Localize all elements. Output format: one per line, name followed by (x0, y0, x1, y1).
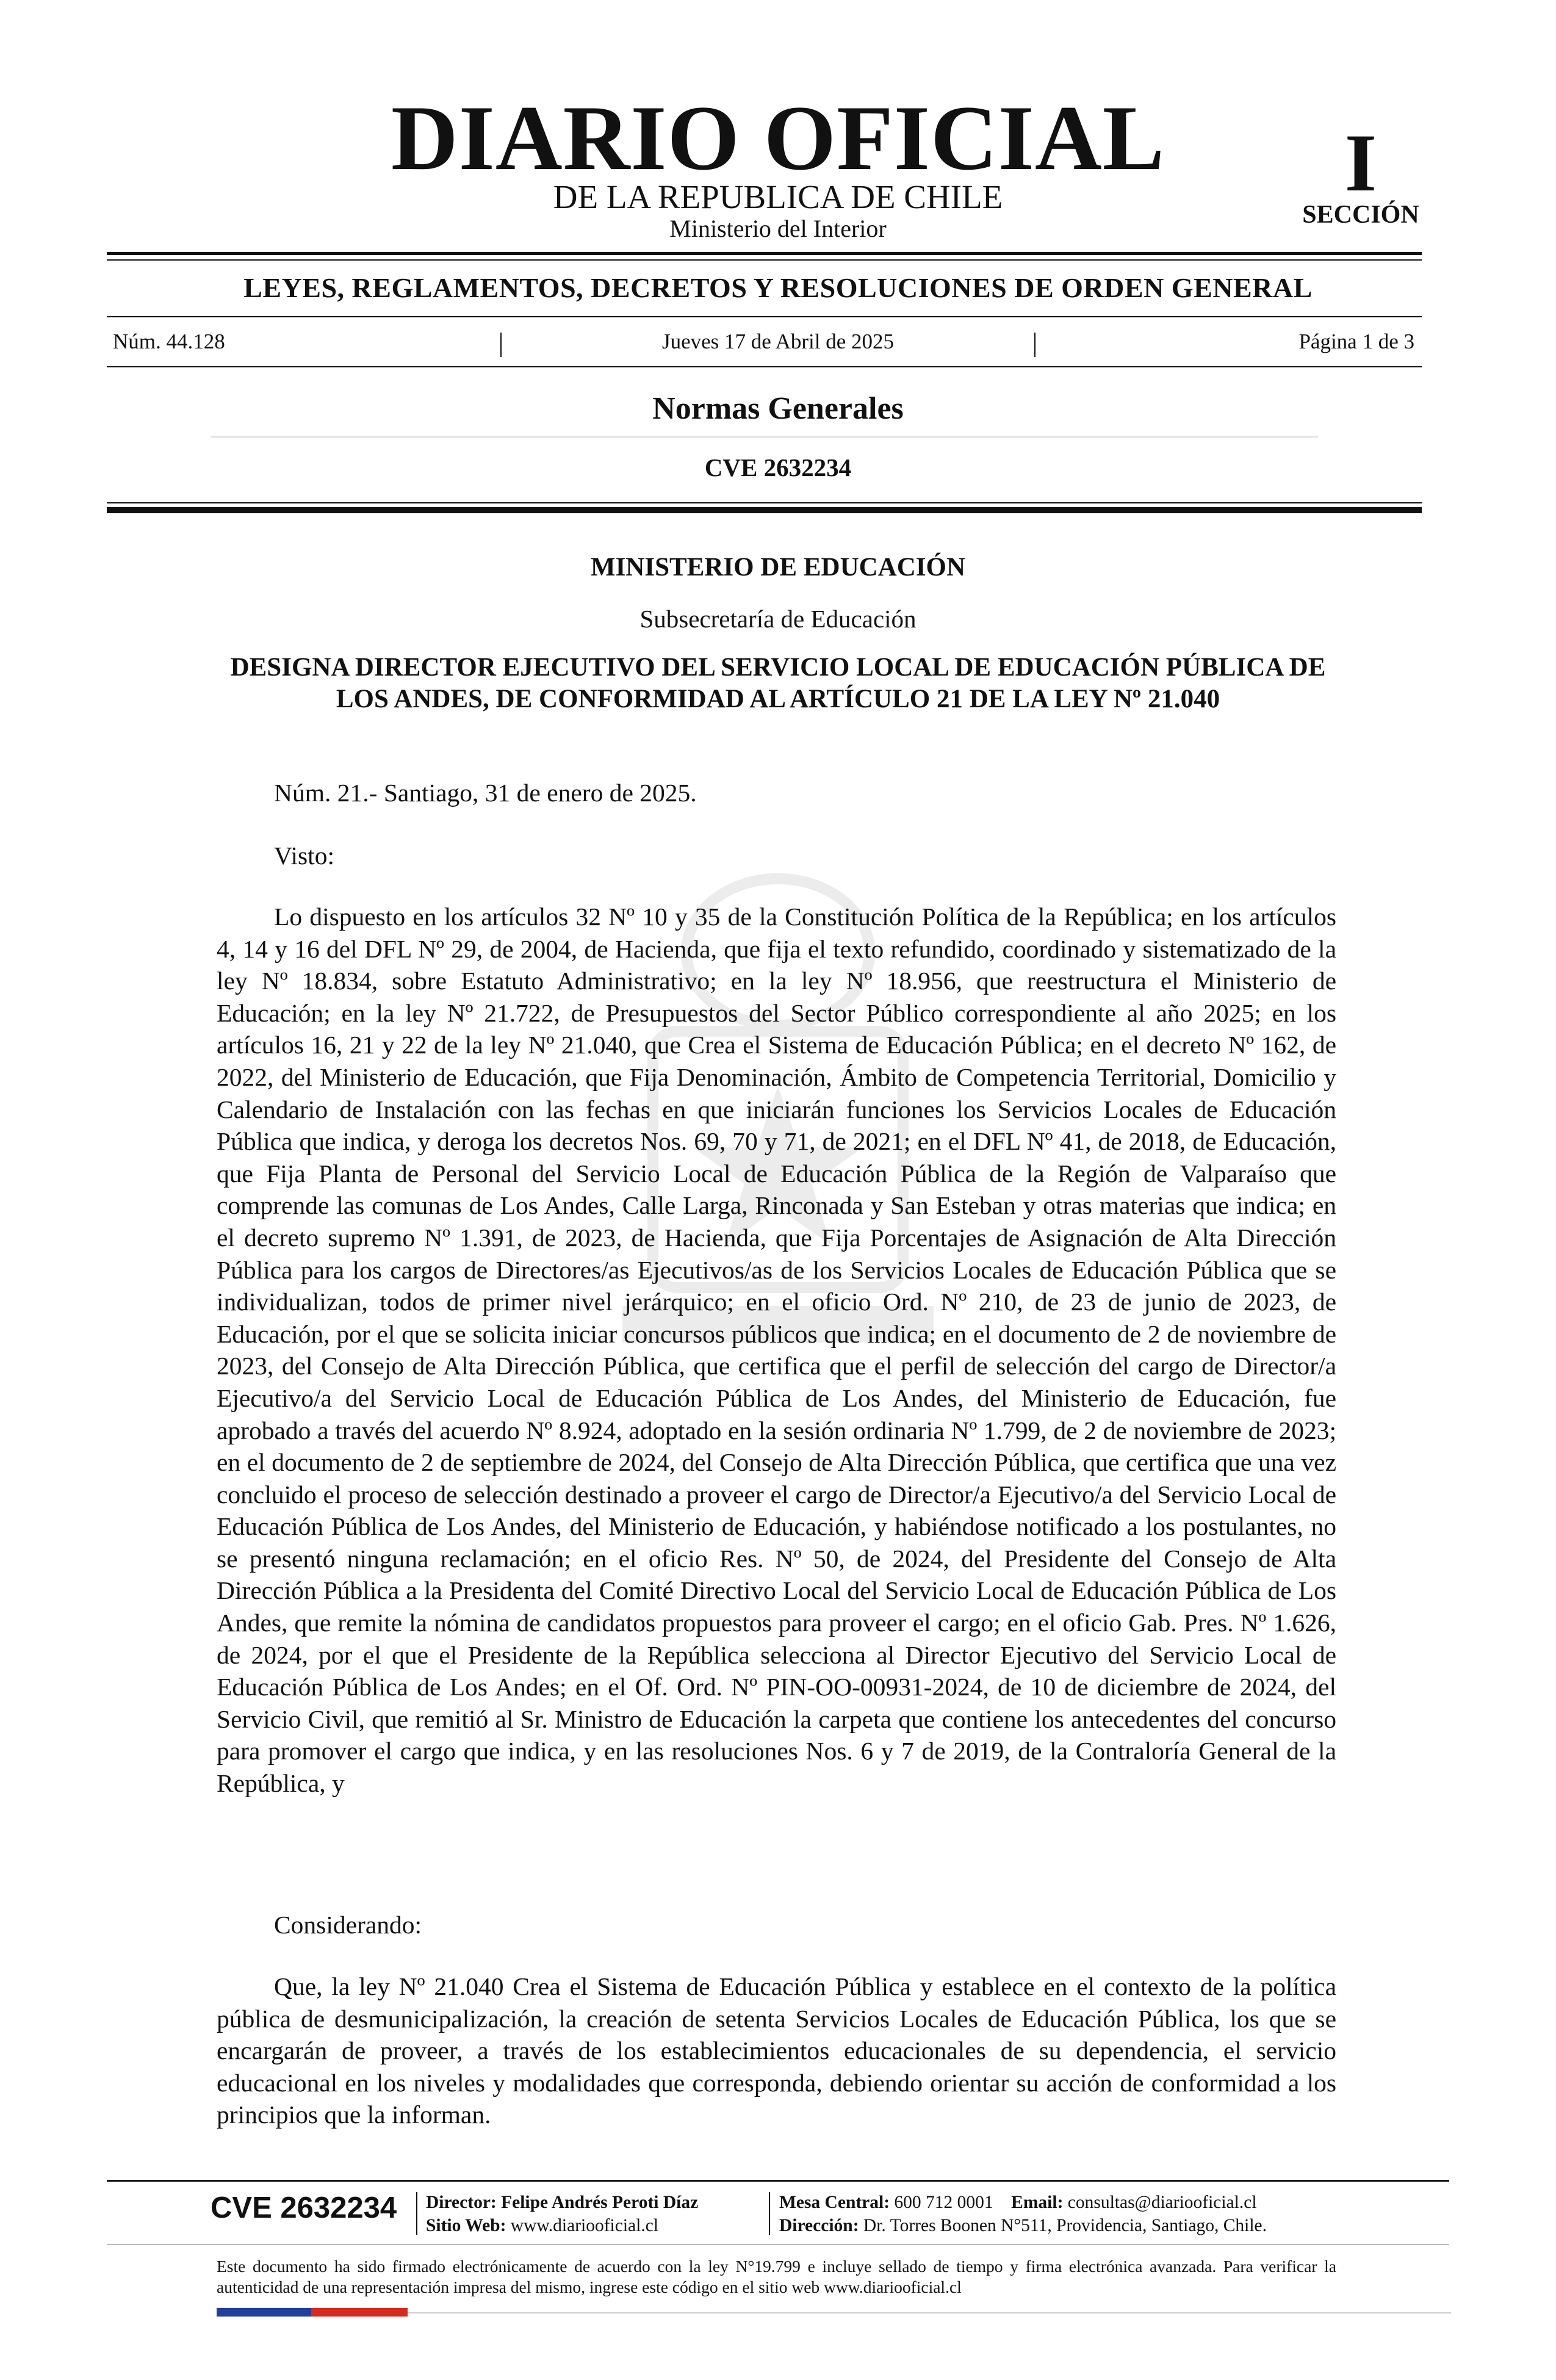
visto-label: Visto: (274, 842, 334, 870)
considerando-label: Considerando: (274, 1911, 422, 1939)
meta-divider-left (500, 333, 502, 357)
category-heading: LEYES, REGLAMENTOS, DECRETOS Y RESOLUCIONES DE ORDEN GENERAL (243, 272, 1313, 303)
decree-number: Núm. 21.- Santiago, 31 de enero de 2025. (274, 779, 697, 807)
masthead-title: DIARIO OFICIAL (391, 87, 1165, 189)
address-label: Dirección: (779, 2216, 859, 2235)
footer-divider-right (769, 2192, 770, 2235)
considerando-paragraph: Que, la ley Nº 21.040 Crea el Sistema de Educación Pública y establece en el contexto de la política pública de desmunicipalización, la creación de setenta Servicios Locales de Educación Pública, los que se encargarán de proveer, a través de los establecimientos educacionales de su dependencia, el servicio educacional en los niveles y modalidades que corresponda, debiendo orientar su acción de conformidad a los principios que la informan. (217, 1972, 1336, 2129)
email-value[interactable]: consultas@diariooficial.cl (1067, 2193, 1257, 2212)
rule-category-bottom (107, 316, 1422, 317)
legal-note: Este documento ha sido firmado electrónicamente de acuerdo con la ley N°19.799 e incluye sellado de tiempo y firma electrónica avanzada. Para verificar la autenticidad de una representación impresa del mismo, ingrese este código en el sitio web www.diariooficial.cl (217, 2257, 1336, 2296)
section-label: SECCIÓN (1302, 201, 1419, 229)
cve-code: CVE 2632234 (704, 453, 852, 481)
footer-rule (107, 2180, 1449, 2182)
flag-stripe-blue (217, 2308, 311, 2317)
director-label: Director: (426, 2193, 497, 2212)
footer-contact-block (779, 2191, 1267, 2237)
section-number: I (1344, 118, 1377, 209)
rule-top-thick (107, 252, 1422, 255)
director-value: Felipe Andrés Peroti Díaz (501, 2193, 699, 2212)
email-label: Email: (1011, 2193, 1064, 2212)
site-label: Sitio Web: (426, 2216, 506, 2235)
issue-date: Jueves 17 de Abril de 2025 (661, 330, 895, 353)
subsecretaria: Subsecretaría de Educación (639, 605, 917, 633)
rule-top-thin (107, 259, 1422, 261)
flag-stripe-grey (408, 2312, 1451, 2313)
mesa-value: 600 712 0001 (894, 2193, 993, 2212)
rule-section-heading (211, 436, 1318, 438)
rule-meta-bottom (107, 366, 1422, 367)
footer-director-block (426, 2191, 698, 2237)
decree-title: DESIGNA DIRECTOR EJECUTIVO DEL SERVICIO LOCAL DE EDUCACIÓN PÚBLICA DE LOS ANDES, DE CONFORMIDAD AL ARTÍCULO 21 DE LA LEY Nº 21.040 (230, 653, 1326, 713)
masthead-ministry: Ministerio del Interior (669, 215, 887, 242)
site-value[interactable]: www.diariooficial.cl (510, 2216, 658, 2235)
footer-divider-left (416, 2192, 417, 2235)
meta-divider-right (1034, 333, 1036, 357)
issue-number: Núm. 44.128 (113, 330, 225, 353)
address-value: Dr. Torres Boonen N°511, Providencia, Santiago, Chile. (863, 2216, 1267, 2235)
footer-cve: CVE 2632234 (211, 2191, 397, 2224)
footer-rule-2 (107, 2244, 1449, 2245)
rule-cve-thin (107, 502, 1422, 503)
mesa-label: Mesa Central: (779, 2193, 890, 2212)
rule-cve-thick (107, 507, 1422, 513)
flag-stripe-red (311, 2308, 408, 2317)
ministry-heading: MINISTERIO DE EDUCACIÓN (590, 553, 966, 582)
section-heading: Normas Generales (652, 391, 904, 426)
masthead-subtitle: DE LA REPUBLICA DE CHILE (553, 178, 1003, 215)
visto-paragraph: Lo dispuesto en los artículos 32 Nº 10 y 35 de la Constitución Política de la República; en los artículos 4, 14 y 16 del DFL Nº 29, de 2004, de Hacienda, que fija el texto refundido, coordinado y sistematizado de la ley Nº 18.834, sobre Estatuto Administrativo; en la ley Nº 18.956, que reestructura el Ministerio de Educación; en la ley Nº 21.722, de Presupuestos del Sector Público correspondiente al año 2025; en los artículos 16, 21 y 22 de la ley Nº 21.040, que Crea el Sistema de Educación Pública; en el decreto Nº 162, de 2022, del Ministerio de Educación, que Fija Denominación, Ámbito de Competencia Territorial, Domicilio y Calendario de Instalación con las fechas en que iniciarán funciones los Servicios Locales de Educación Pública que indica, y deroga los decretos Nos. 69, 70 y 71, de 2021; en el DFL Nº 41, de 2018, de Educación, que Fija Planta de Personal del Servicio Local de Educación Pública de la Región de Valparaíso que comprende las comunas de Los Andes, Calle Larga, Rinconada y San Esteban y otras materias que indica; en el decreto supremo Nº 1.391, de 2023, de Hacienda, que Fija Porcentajes de Asignación de Alta Dirección Pública para los cargos de Directores/as Ejecutivos/as de los Servicios Locales de Educación Pública que se individualizan, todos de primer nivel jerárquico; en el oficio Ord. Nº 210, de 23 de junio de 2023, de Educación, por el que se solicita iniciar concursos públicos que indica; en el documento de 2 de noviembre de 2023, del Consejo de Alta Dirección Pública, que certifica que el perfil de selección del cargo de Director/a Ejecutivo/a del Servicio Local de Educación Pública de Los Andes, del Ministerio de Educación, fue aprobado a través del acuerdo Nº 8.924, adoptado en la sesión ordinaria Nº 1.799, de 2 de noviembre de 2023; en el documento de 2 de septiembre de 2024, del Consejo de Alta Dirección Pública, que certifica que una vez concluido el proceso de selección destinado a proveer el cargo de Director/a Ejecutivo/a del Servicio Local de Educación Pública de Los Andes, del Ministerio de Educación, y habiéndose notificado a los postulantes, no se presentó ninguna reclamación; en el oficio Res. Nº 50, de 2024, del Presidente del Consejo de Alta Dirección Pública a la Presidenta del Comité Directivo Local del Servicio Local de Educación Pública de Los Andes, que remite la nómina de candidatos propuestos para proveer el cargo; en el oficio Gab. Pres. Nº 1.626, de 2024, por el que el Presidente de la República selecciona al Director Ejecutivo del Servicio Local de Educación Pública de Los Andes; en el Of. Ord. Nº PIN-OO-00931-2024, de 10 de diciembre de 2024, del Servicio Civil, que remitió al Sr. Ministro de Educación la carpeta que contiene los antecedentes del concurso para promover el cargo que indica, y en las resoluciones Nos. 6 y 7 de 2019, de la Contraloría General de la República, y (217, 903, 1336, 1798)
issue-page: Página 1 de 3 (1298, 330, 1414, 353)
